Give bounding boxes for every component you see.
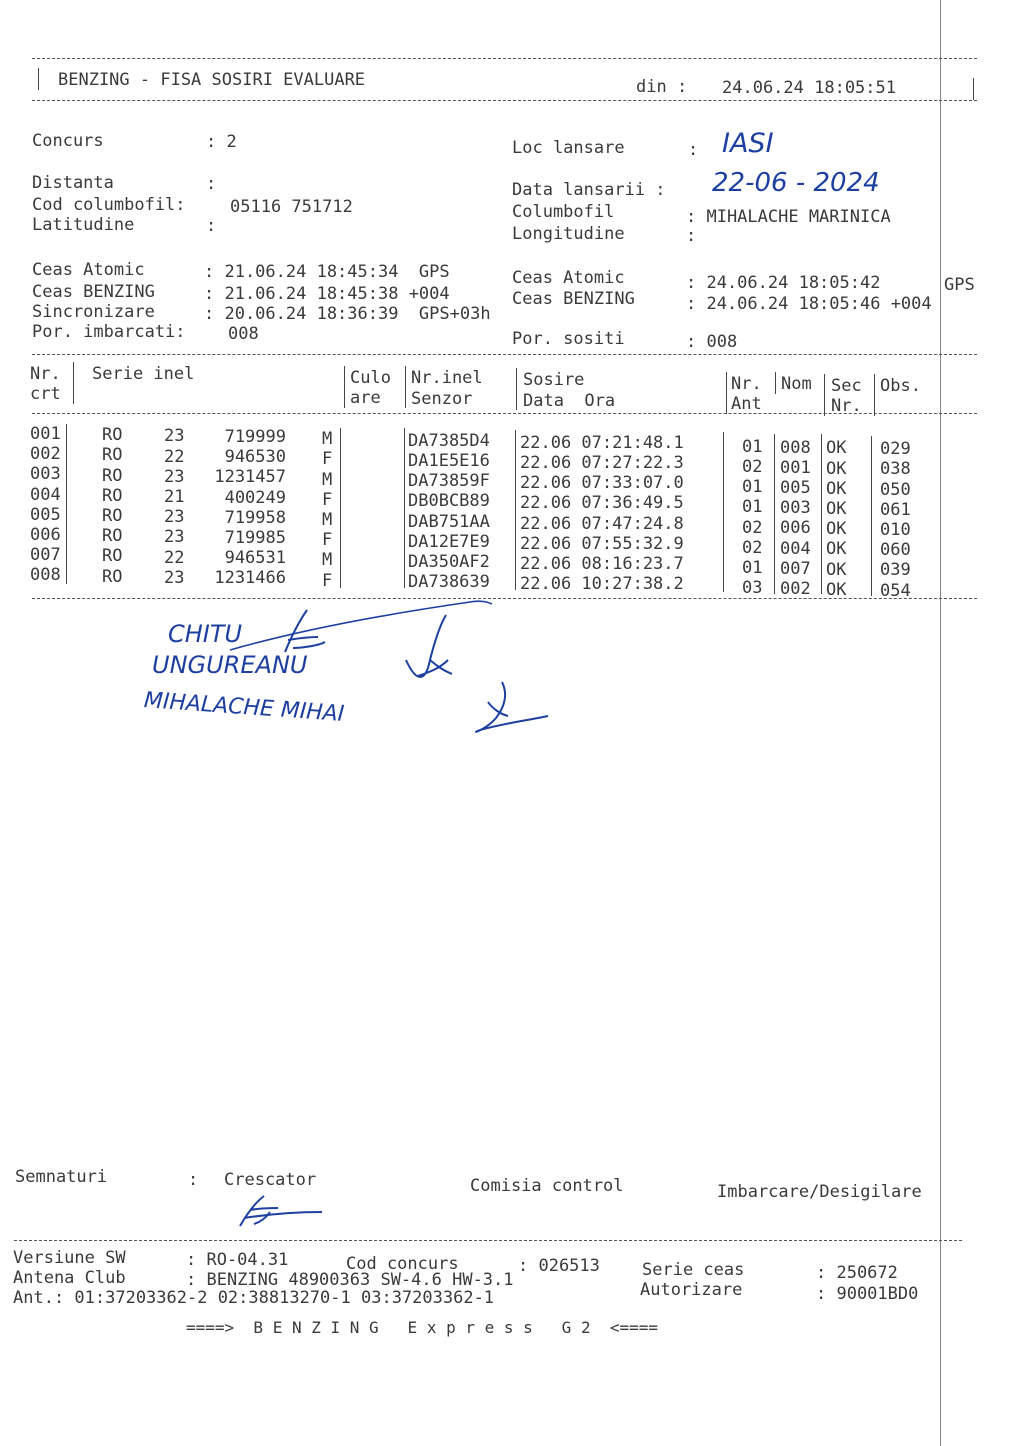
serie-ceas-value: : 250672 (816, 1263, 898, 1283)
latitudine-label: Latitudine (32, 215, 135, 235)
cell-antenna: 02 (742, 517, 763, 538)
cell-ring-number: 1231457 (214, 467, 286, 488)
distanta-value: : (206, 174, 217, 194)
cell-sex: F (322, 489, 333, 510)
cell-sex: F (322, 530, 333, 551)
cod-columbofil-label: Cod columbofil: (32, 195, 186, 215)
cell-country: RO (102, 526, 123, 547)
td-sep (821, 434, 822, 594)
ceas-benzing-end-value: : 24.06.24 18:05:46 +004 (686, 294, 932, 314)
th-culoare-1: Culo (350, 368, 391, 388)
cell-obs: 060 (880, 540, 911, 561)
cell-nom: 005 (780, 477, 811, 498)
cell-nr-crt: 005 (30, 504, 61, 525)
cell-year: 22 (164, 446, 185, 467)
cell-obs: 050 (880, 479, 911, 500)
cell-year: 23 (164, 507, 185, 528)
longitudine-label: Longitudine (512, 224, 625, 244)
cell-country: RO (102, 465, 123, 486)
th-obs: Obs. (880, 376, 921, 396)
report-title: BENZING - FISA SOSIRI EVALUARE (58, 70, 366, 90)
por-imbarcati-label: Por. imbarcati: (32, 322, 186, 342)
imbarcare-desigilare-label: Imbarcare/Desigilare (717, 1182, 922, 1202)
semnaturi-label: Semnaturi (15, 1167, 108, 1187)
cell-arrival-time: 22.06 07:27:22.3 (520, 453, 684, 473)
header-bottom-rule (32, 100, 977, 101)
signature-mark-2 (406, 615, 452, 677)
cell-sex: F (322, 570, 333, 591)
cell-ring-number: 946530 (224, 447, 286, 468)
table-header-rule (32, 413, 977, 414)
th-nr-crt-1: Nr. (30, 364, 61, 384)
cell-arrival-time: 22.06 07:36:49.5 (520, 493, 684, 514)
sincronizare-value: : 20.06.24 18:36:39 GPS+03h (204, 304, 491, 324)
ceas-atomic-start-label: Ceas Atomic (32, 260, 145, 280)
th-culoare-2: are (350, 388, 381, 408)
cell-country: RO (102, 445, 123, 466)
loc-lansare-sep: : (688, 140, 699, 160)
longitudine-value: : (686, 226, 697, 246)
cell-sex: M (322, 469, 333, 490)
report-date-value: 24.06.24 18:05:51 (722, 78, 896, 98)
cell-arrival-time: 22.06 08:16:23.7 (520, 554, 684, 574)
versiune-sw-label: Versiune SW (13, 1248, 126, 1268)
cell-year: 21 (164, 487, 185, 507)
cell-nr-crt: 007 (30, 545, 61, 566)
loc-lansare-handwritten: IASI (722, 128, 774, 159)
antenna-serials-line: Ant.: 01:37203362-2 02:38813270-1 03:37203362-1 (13, 1288, 495, 1308)
loc-lansare-label: Loc lansare (512, 138, 625, 158)
cell-sex: F (322, 449, 333, 470)
th-nr-ant-2: Ant (731, 394, 762, 414)
cell-ring-number: 719958 (224, 507, 286, 528)
cell-arrival-time: 22.06 07:55:32.9 (520, 533, 684, 554)
cell-obs: 061 (880, 499, 911, 520)
autorizare-label: Autorizare (640, 1280, 743, 1300)
cell-country: RO (102, 425, 123, 446)
table-row (0, 565, 940, 601)
cell-year: 23 (164, 567, 185, 588)
cell-nom: 006 (780, 518, 811, 539)
cell-antenna: 01 (742, 436, 763, 457)
ceas-atomic-end-value: : 24.06.24 18:05:42 (686, 273, 881, 293)
td-sep (404, 428, 405, 588)
cell-ring-number: 719999 (224, 427, 286, 448)
handwritten-name-chitu: CHITU (168, 620, 243, 648)
th-nom: Nom (781, 374, 812, 394)
th-sosire-1: Sosire (523, 370, 585, 390)
benzing-express-brand-line: ====> B E N Z I N G E x p r e s s G 2 <==== (186, 1318, 659, 1337)
cell-sex: M (322, 510, 333, 531)
latitudine-value: : (206, 216, 217, 236)
th-sep (824, 374, 825, 416)
cell-ring-number: 400249 (224, 487, 286, 508)
ceas-benzing-start-value: : 21.06.24 18:45:38 +004 (204, 284, 450, 304)
th-sep (344, 366, 345, 408)
autorizare-value: : 90001BD0 (816, 1284, 919, 1304)
cell-sec-status: OK (826, 438, 847, 459)
th-nr-crt-2: crt (30, 384, 61, 404)
cod-concurs-label: Cod concurs (346, 1254, 459, 1274)
td-sep (66, 424, 67, 584)
cell-nom: 004 (780, 538, 811, 559)
ceas-atomic-start-value: : 21.06.24 18:45:34 GPS (204, 262, 450, 282)
cell-antenna: 02 (742, 537, 763, 558)
cell-antenna: 03 (742, 578, 763, 599)
versiune-sw-value: : RO-04.31 (186, 1250, 289, 1270)
page-edge-line (940, 0, 941, 1446)
cell-nr-crt: 006 (30, 525, 61, 545)
columbofil-label: Columbofil (512, 202, 615, 222)
por-sositi-label: Por. sositi (512, 329, 625, 349)
crescator-signature-stroke-1 (240, 1196, 322, 1226)
signature-strokes (0, 590, 600, 750)
handwritten-name-mihalache: MIHALACHE MIHAI (143, 688, 346, 727)
cell-arrival-time: 22.06 10:27:38.2 (520, 574, 684, 595)
cell-nom: 008 (780, 437, 811, 458)
cell-obs: 038 (880, 459, 911, 480)
cell-arrival-time: 22.06 07:47:24.8 (520, 513, 684, 534)
cell-obs: 039 (880, 560, 911, 581)
td-sep (515, 430, 516, 590)
cell-sensor-id: DA738639 (408, 572, 490, 593)
serie-ceas-label: Serie ceas (642, 1260, 745, 1280)
ceas-benzing-end-label: Ceas BENZING (512, 289, 635, 309)
th-sep (775, 372, 776, 394)
th-sep (516, 368, 517, 410)
comisia-control-label: Comisia control (470, 1176, 624, 1196)
header-left-bar (38, 68, 39, 90)
cell-antenna: 01 (742, 558, 763, 578)
distanta-label: Distanta (32, 173, 114, 193)
cell-ring-number: 1231466 (214, 568, 286, 589)
cell-sensor-id: DA1E5E16 (408, 450, 490, 471)
crescator-label: Crescator (224, 1170, 317, 1190)
cell-year: 23 (164, 527, 185, 548)
cell-ring-number: 719985 (224, 528, 286, 549)
ceas-benzing-start-label: Ceas BENZING (32, 282, 155, 302)
cell-year: 22 (164, 547, 185, 568)
cell-ring-number: 946531 (224, 548, 286, 569)
cell-sec-status: OK (826, 458, 847, 479)
th-nr-ant-1: Nr. (731, 374, 762, 394)
th-sec-1: Sec (831, 376, 862, 396)
crescator-signature-stroke-2 (254, 1212, 270, 1224)
ceas-atomic-end-suffix: GPS (944, 275, 975, 295)
antena-club-label: Antena Club (13, 1268, 126, 1288)
cell-sec-status: OK (826, 579, 847, 600)
crescator-signature (230, 1192, 350, 1232)
td-sep (723, 432, 724, 592)
cell-nom: 007 (780, 558, 811, 579)
cell-country: RO (102, 546, 123, 567)
cell-country: RO (102, 485, 123, 506)
cell-sensor-id: DA12E7E9 (408, 531, 490, 552)
cell-country: RO (102, 506, 123, 527)
data-lansarii-handwritten: 22-06 - 2024 (712, 168, 880, 198)
cell-arrival-time: 22.06 07:33:07.0 (520, 473, 684, 494)
cell-obs: 054 (880, 580, 911, 601)
cell-sensor-id: DA7385D4 (408, 430, 490, 451)
cell-antenna: 01 (742, 497, 763, 518)
header-top-rule (32, 58, 977, 59)
th-sosire-2: Data Ora (523, 391, 616, 411)
cell-sex: M (322, 550, 333, 571)
th-sep (726, 372, 727, 414)
signature-mark-3 (476, 682, 548, 732)
th-nr-inel-2: Senzor (411, 389, 473, 409)
report-date-label: din : (636, 77, 688, 97)
cell-antenna: 01 (742, 477, 763, 498)
columbofil-value: : MIHALACHE MARINICA (686, 207, 891, 227)
cell-obs: 010 (880, 520, 911, 541)
cod-concurs-value: : 026513 (518, 1256, 600, 1276)
por-sositi-value: : 008 (686, 332, 738, 352)
cell-nr-crt: 004 (30, 484, 61, 505)
ceas-atomic-end-label: Ceas Atomic (512, 268, 625, 288)
cell-nr-crt: 001 (30, 424, 61, 444)
cell-sec-status: OK (826, 559, 847, 580)
th-sep (874, 374, 875, 416)
cell-sex: M (322, 429, 333, 450)
cell-sec-status: OK (826, 539, 847, 560)
concurs-label: Concurs (32, 131, 104, 151)
por-imbarcati-value: 008 (228, 324, 259, 344)
cell-antenna: 02 (742, 457, 763, 477)
semnaturi-sep: : (188, 1170, 199, 1190)
td-sep (774, 434, 775, 594)
cell-year: 23 (164, 466, 185, 487)
cell-nom: 001 (780, 457, 811, 478)
th-sec-2: Nr. (831, 396, 862, 416)
cell-sec-status: OK (826, 498, 847, 519)
td-sep (871, 436, 872, 596)
footer-top-rule (14, 1240, 962, 1241)
th-sep (405, 366, 406, 408)
th-serie-inel: Serie inel (92, 364, 195, 384)
cell-nr-crt: 008 (30, 565, 61, 586)
header-right-bar (973, 78, 974, 100)
cell-sensor-id: DAB751AA (408, 511, 490, 532)
td-sep (340, 428, 341, 588)
cell-sensor-id: DA350AF2 (408, 551, 490, 572)
data-lansarii-label: Data lansarii : (512, 180, 666, 200)
cell-sec-status: OK (826, 478, 847, 499)
cell-sec-status: OK (826, 519, 847, 540)
cell-sensor-id: DA73859F (408, 471, 490, 492)
cell-country: RO (102, 566, 123, 587)
handwritten-name-ungureanu: UNGUREANU (152, 651, 308, 679)
th-nr-inel-1: Nr.inel (411, 368, 483, 388)
cod-columbofil-value: 05116 751712 (230, 197, 353, 217)
table-top-rule (32, 354, 977, 355)
signature-long-stroke (230, 601, 492, 650)
cell-nr-crt: 003 (30, 464, 61, 485)
cell-nom: 002 (780, 578, 811, 599)
cell-year: 23 (164, 426, 185, 447)
th-sep (73, 362, 74, 404)
cell-obs: 029 (880, 439, 911, 460)
cell-arrival-time: 22.06 07:21:48.1 (520, 432, 684, 453)
sincronizare-label: Sincronizare (32, 302, 155, 322)
cell-nom: 003 (780, 498, 811, 519)
antena-club-value: : BENZING 48900363 SW-4.6 HW-3.1 (186, 1270, 514, 1290)
cell-nr-crt: 002 (30, 444, 61, 465)
cell-sensor-id: DB0BCB89 (408, 491, 490, 512)
concurs-value: : 2 (206, 132, 237, 152)
